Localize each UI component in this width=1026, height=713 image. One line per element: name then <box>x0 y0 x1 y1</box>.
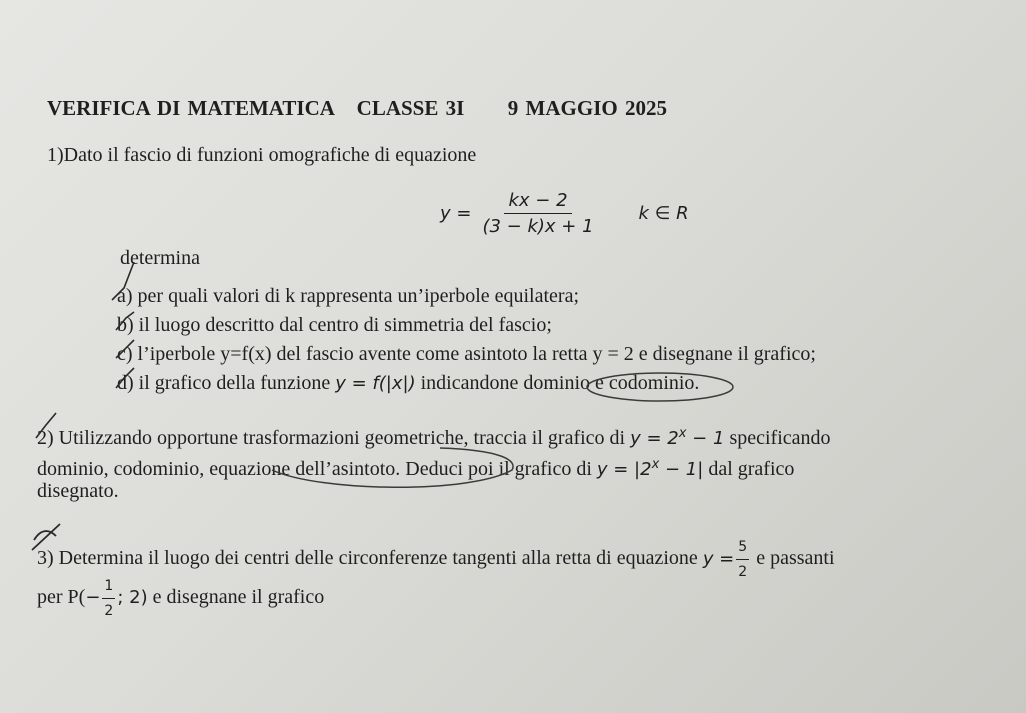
ex3-fraction <box>736 535 749 584</box>
ex1-item-a: a) per quali valori di k rappresenta un’iperbole equilatera; <box>117 285 580 307</box>
eq-parameter: k ∈ R <box>638 203 689 224</box>
point-sign: − <box>85 587 101 609</box>
ex3-line1-tail: e passanti <box>751 547 835 570</box>
eq-numerator: kx − 2 <box>504 190 571 214</box>
ex2-math-1 <box>630 428 724 449</box>
ex2-math-2 <box>597 459 703 480</box>
exam-header <box>47 96 667 120</box>
eq-lhs: y = <box>440 203 472 224</box>
ex3-lhs: y = <box>702 548 735 570</box>
frac-numerator: 1 <box>102 574 115 599</box>
exam-title: VERIFICA DI MATEMATICA <box>47 96 335 120</box>
ex1-item-c: c) l’iperbole y=f(x) del fascio avente come asintoto la retta y = 2 e disegnane il grafico; <box>117 343 816 365</box>
frac-denominator: 2 <box>104 603 114 619</box>
eq-denominator: (3 − k)x + 1 <box>482 216 594 237</box>
item-d-text: d) il grafico della funzione <box>117 372 336 394</box>
ex1-equation <box>440 190 689 237</box>
exam-date: 9 MAGGIO 2025 <box>507 96 667 120</box>
ex2-line3: disegnato. <box>37 480 119 502</box>
point-tail: ; 2) <box>117 587 148 609</box>
math-tail: − 1 <box>686 428 725 449</box>
ex1-intro: 1)Dato il fascio di funzioni omografiche di equazione <box>47 144 477 166</box>
point-fraction <box>102 574 115 623</box>
ex1-determina: determina <box>120 247 200 269</box>
ex3-line2-tail: e disegnane il grafico <box>147 586 325 609</box>
exam-class: CLASSE 3I <box>356 96 465 120</box>
ex3-line1-text: 3) Determina il luogo dei centri delle circonferenze tangenti alla retta di equazione <box>37 547 703 570</box>
item-d-math: y = f(|x|) <box>335 373 416 394</box>
item-d-tail: indicandone dominio e codominio. <box>415 372 700 394</box>
ex2-line2 <box>37 453 794 482</box>
math-exp: x <box>651 457 660 472</box>
ex2-line1-tail: specificando <box>724 427 831 449</box>
ex2-line1-text: 2) Utilizzando opportune trasformazioni geometriche, traccia il grafico di <box>37 427 631 449</box>
frac-denominator: 2 <box>738 564 748 580</box>
ex1-item-d <box>117 371 699 396</box>
math-tail: − 1| <box>659 459 704 480</box>
eq-fraction <box>478 190 597 237</box>
ex2-line1 <box>37 422 831 451</box>
ex3-line2-text: per P( <box>37 586 86 609</box>
ex3-line2 <box>37 574 324 623</box>
ex1-item-b: b) il luogo descritto dal centro di simmetria del fascio; <box>117 314 552 336</box>
frac-numerator: 5 <box>736 535 749 560</box>
ex2-line2-text: dominio, codominio, equazione dell’asintoto. Deduci poi il grafico di <box>37 458 597 480</box>
math-base: y = 2 <box>630 428 679 449</box>
ex2-line2-tail: dal grafico <box>703 458 795 480</box>
math-base: y = |2 <box>596 459 652 480</box>
math-exp: x <box>678 426 687 441</box>
